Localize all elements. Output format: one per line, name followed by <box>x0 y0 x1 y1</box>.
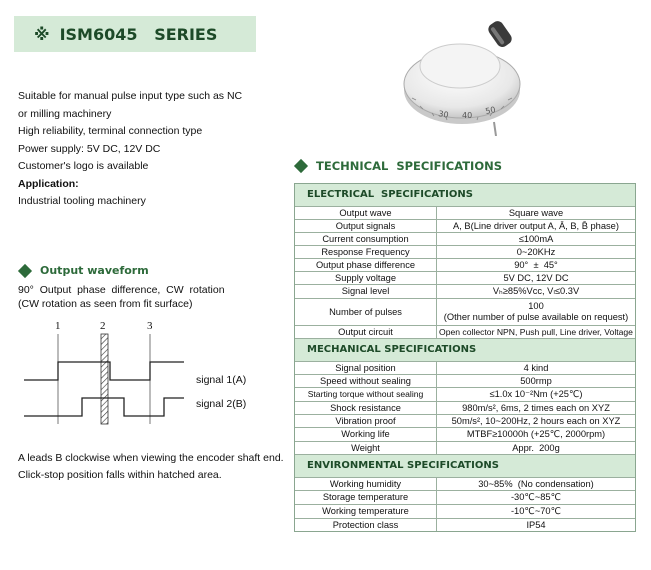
dial-number-50: 50 <box>484 105 497 116</box>
table-row <box>295 387 635 401</box>
table-row <box>295 518 635 531</box>
spec-key: Vibration proof <box>295 415 437 427</box>
spec-value: IP54 <box>526 520 546 530</box>
application-label: Application: <box>18 177 79 190</box>
table-row <box>295 271 635 284</box>
pulses-value: 100 <box>528 301 544 311</box>
spec-value: 30~85% (No condensation) <box>478 479 594 489</box>
note-line: A leads B clockwise when viewing the encoder shaft end. <box>18 452 284 464</box>
spec-value: -30℃~85℃ <box>510 492 562 502</box>
waveform-description <box>18 283 225 311</box>
spec-key: Supply voltage <box>295 272 437 284</box>
waveform-note <box>18 450 284 484</box>
table-row <box>295 361 635 374</box>
table-row <box>295 441 635 454</box>
tech-specs-heading <box>296 159 502 173</box>
spec-key: Output phase difference <box>295 259 437 271</box>
series-title-banner <box>14 16 256 52</box>
application-text: Industrial tooling machinery <box>18 195 146 207</box>
spec-key: Current consumption <box>295 233 437 245</box>
waveform-diagram <box>14 318 214 428</box>
table-row <box>295 258 635 271</box>
waveform-desc-line: 90° Output phase difference, CW rotation <box>18 284 225 296</box>
spec-value: Open collector NPN, Push pull, Line driver, Voltage <box>439 327 633 337</box>
spec-key: Output circuit <box>295 326 437 338</box>
table-row <box>295 490 635 504</box>
spec-key: Output signals <box>295 220 437 232</box>
spec-key: Storage temperature <box>295 491 437 504</box>
spec-key: Working life <box>295 428 437 441</box>
spec-value: 0~20KHz <box>516 247 556 257</box>
spec-key: Signal level <box>295 285 437 298</box>
table-row <box>295 477 635 490</box>
electrical-specs-header: ELECTRICAL SPECIFICATIONS <box>295 184 635 206</box>
spec-table <box>294 183 636 532</box>
spec-value: 50m/s², 10~200Hz, 2 hours each on XYZ <box>451 416 621 426</box>
tick-label-3: 3 <box>147 320 153 332</box>
table-row <box>295 401 635 414</box>
encoder-product-image <box>398 18 528 136</box>
intro-line: High reliability, terminal connection type <box>18 125 203 137</box>
spec-key: Number of pulses <box>295 299 437 325</box>
spec-value: Vₕ≥85%Vcc, Vₗ≤0.3V <box>492 286 580 296</box>
signal-1-label: signal 1(A) <box>196 374 247 386</box>
spec-key: Protection class <box>295 519 437 531</box>
note-line: Click-stop position falls within hatched area. <box>18 469 222 481</box>
intro-line: Suitable for manual pulse input type such as NC <box>18 90 243 102</box>
spec-value: 500rmp <box>520 376 552 386</box>
intro-line: or milling machinery <box>18 107 112 120</box>
tech-specs-title: TECHNICAL SPECIFICATIONS <box>316 159 503 173</box>
output-waveform-heading <box>20 264 149 277</box>
table-row <box>295 232 635 245</box>
table-row <box>295 325 635 338</box>
table-row <box>295 427 635 441</box>
dial-number-30: 30 <box>437 109 450 120</box>
dial-number-40: 40 <box>462 111 473 120</box>
environmental-specs-header: ENVIRONMENTAL SPECIFICATIONS <box>295 454 635 477</box>
spec-value: 4 kind <box>523 363 549 373</box>
table-row <box>295 374 635 387</box>
table-row <box>295 219 635 232</box>
spec-value: Appr. 200g <box>512 443 560 453</box>
spec-value: 90° ± 45° <box>514 260 558 270</box>
tick-label-2: 2 <box>100 320 106 332</box>
spec-value: 980m/s², 6ms, 2 times each on XYZ <box>462 403 610 413</box>
table-row <box>295 245 635 258</box>
intro-line: Power supply: 5V DC, 12V DC <box>18 142 161 155</box>
spec-value: 5V DC, 12V DC <box>503 273 569 283</box>
mechanical-specs-header: MECHANICAL SPECIFICATIONS <box>295 338 635 361</box>
signal-2-label: signal 2(B) <box>196 398 247 410</box>
waveform-desc-line: (CW rotation as seen from fit surface) <box>18 298 193 310</box>
spec-key: Starting torque without sealing <box>295 388 437 401</box>
spec-key: Weight <box>295 442 437 454</box>
spec-key: Output wave <box>295 207 437 219</box>
tick-label-1: 1 <box>55 320 61 332</box>
click-stop-hatched-area <box>101 334 108 424</box>
spec-value: ≤100mA <box>518 234 554 244</box>
spec-key: Working humidity <box>295 478 437 490</box>
spec-key: Speed without sealing <box>295 375 437 387</box>
output-waveform-title: Output waveform <box>40 264 149 277</box>
intro-block <box>18 88 242 211</box>
intro-line: Customer's logo is available <box>18 160 149 172</box>
spec-key: Working temperature <box>295 505 437 518</box>
spec-key: Response Frequency <box>295 246 437 258</box>
series-title: ISM6045 SERIES <box>59 24 218 44</box>
spec-value: -10℃~70℃ <box>510 506 562 516</box>
table-row <box>295 284 635 298</box>
reference-mark-icon: ※ <box>34 24 50 44</box>
spec-key: Shock resistance <box>295 402 437 414</box>
pulses-note: (Other number of pulse available on request) <box>443 312 629 322</box>
diamond-bullet-icon <box>294 159 308 173</box>
diamond-bullet-icon <box>18 263 32 277</box>
table-row <box>295 504 635 518</box>
spec-key: Signal position <box>295 362 437 374</box>
table-row <box>295 414 635 427</box>
spec-value <box>437 299 635 325</box>
spec-value: MTBF≥10000h (+25℃, 2000rpm) <box>466 429 606 439</box>
spec-value: ≤1.0x 10⁻²Nm (+25℃) <box>489 389 583 399</box>
table-row <box>295 298 635 325</box>
table-row <box>295 206 635 219</box>
spec-value: Square wave <box>508 208 564 218</box>
spec-value: A, B(Line driver output A, Ā, B, B̄ phase) <box>453 221 619 231</box>
